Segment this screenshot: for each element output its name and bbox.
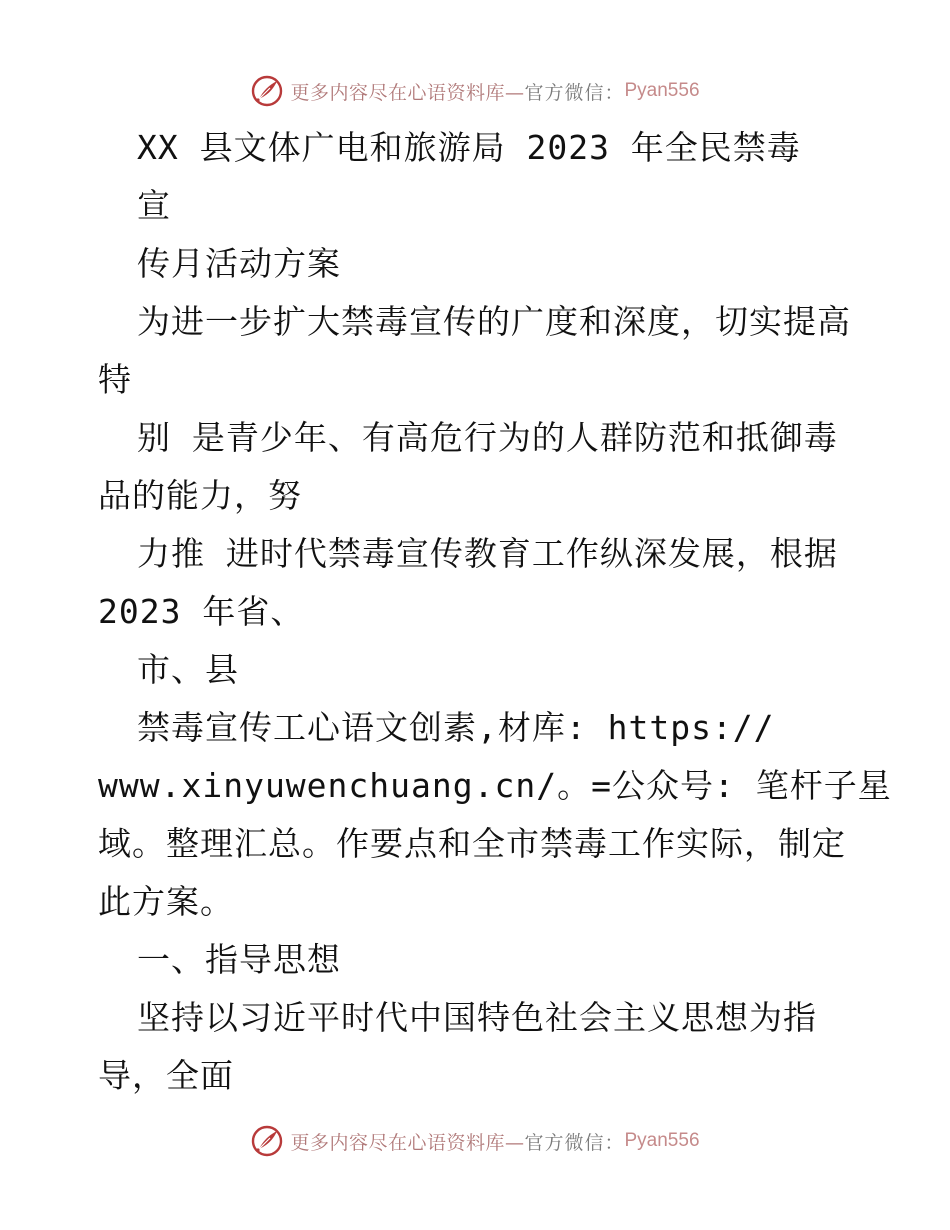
document-title-line-1: XX 县文体广电和旅游局 2023 年全民禁毒 <box>137 128 801 167</box>
paragraph-line: 禁毒宣传工心语文创素,材库: https:// <box>137 708 775 747</box>
document-title-line-3: 传月活动方案 <box>137 244 341 283</box>
paragraph-line: 别 是青少年、有高危行为的人群防范和抵御毒 <box>137 418 838 457</box>
banner-wechat-label: 官方微信： <box>524 81 625 104</box>
feather-quill-logo-icon <box>250 74 284 108</box>
paragraph-line: 导，全面 <box>98 1056 234 1095</box>
paragraph-line: 市、县 <box>137 650 239 689</box>
paragraph-line: 域。整理汇总。作要点和全市禁毒工作实际，制定 <box>98 824 846 863</box>
banner-promo-text: 更多内容尽在心语资料库— <box>290 1131 525 1154</box>
paragraph-line: 为进一步扩大禁毒宣传的广度和深度，切实提高 <box>137 302 851 341</box>
paragraph-line: 品的能力，努 <box>98 476 302 515</box>
paragraph-line: 力推 进时代禁毒宣传教育工作纵深发展，根据 <box>137 534 838 573</box>
banner-wechat-id: Pyan556 <box>624 1130 700 1151</box>
footer-banner <box>0 1121 950 1161</box>
document-title-line-2: 宣 <box>137 186 171 225</box>
paragraph-line: 此方案。 <box>98 882 234 921</box>
section-heading: 一、指导思想 <box>137 940 341 979</box>
paragraph-line: www.xinyuwenchuang.cn/。=公众号: 笔杆子星 <box>98 766 892 805</box>
banner-wechat-label: 官方微信： <box>524 1131 625 1154</box>
header-banner <box>0 71 950 111</box>
paragraph-line: 2023 年省、 <box>98 592 305 631</box>
banner-wechat-id: Pyan556 <box>624 80 700 101</box>
paragraph-line: 特 <box>98 360 132 399</box>
paragraph-line: 坚持以习近平时代中国特色社会主义思想为指 <box>137 998 817 1037</box>
banner-promo-text: 更多内容尽在心语资料库— <box>290 81 525 104</box>
feather-quill-logo-icon <box>250 1124 284 1158</box>
